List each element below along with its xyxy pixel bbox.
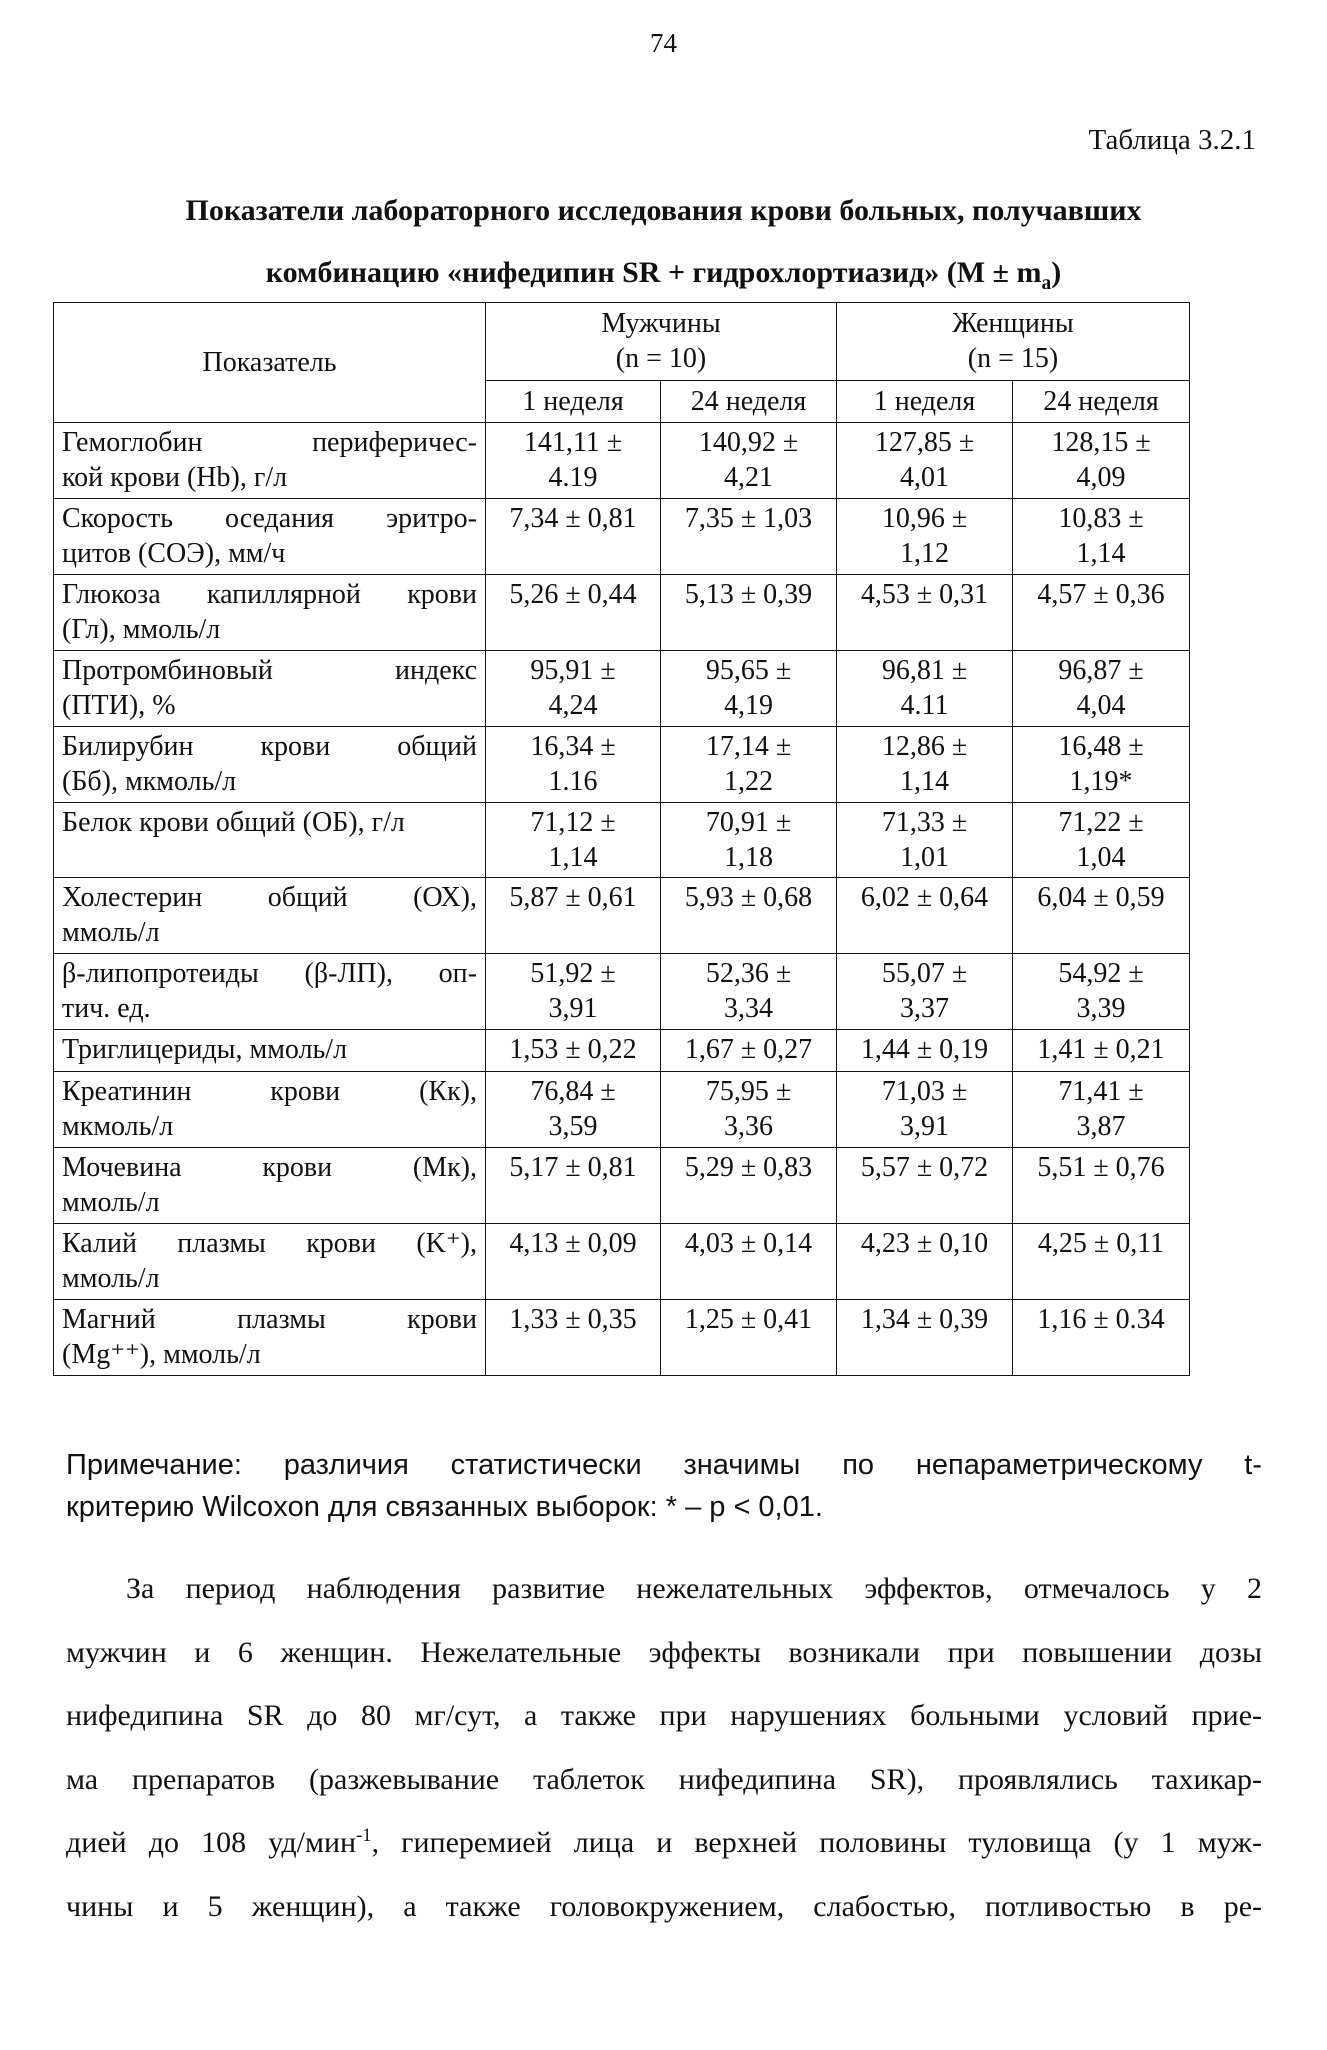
row-value — [837, 954, 1013, 1030]
row-value — [837, 423, 1013, 499]
header-men — [486, 303, 837, 381]
table-row — [54, 1300, 1190, 1376]
table-body — [54, 423, 1190, 1376]
row-value — [1013, 878, 1190, 954]
header-women-label: Женщины — [952, 308, 1074, 339]
table-row — [54, 727, 1190, 803]
row-value — [661, 803, 837, 878]
row-indicator-line-1: Белок крови общий (ОБ), г/л — [62, 807, 405, 838]
table-caption: Таблица 3.2.1 — [1088, 124, 1256, 156]
table-row — [54, 878, 1190, 954]
body-paragraph — [66, 1557, 1262, 1938]
row-value — [486, 575, 661, 651]
value-mean: 95,65 ± — [705, 655, 792, 686]
value-error: 3,91 — [548, 993, 598, 1024]
page-number: 74 — [650, 28, 677, 58]
value-mean: 6,02 ± 0,64 — [860, 882, 989, 913]
row-indicator-line-1: Билирубин крови общий — [62, 731, 477, 762]
value-error: 1,14 — [1076, 538, 1126, 569]
value-mean: 76,84 ± — [530, 1076, 616, 1107]
value-mean: 17,14 ± — [705, 731, 792, 762]
value-mean: 95,91 ± — [530, 655, 616, 686]
value-mean: 141,11 ± — [523, 427, 623, 458]
row-indicator-line-2: (Mg⁺⁺), ммоль/л — [62, 1339, 261, 1370]
row-value — [837, 499, 1013, 575]
row-indicator-line-1: Холестерин общий (ОХ), — [62, 882, 477, 913]
value-mean: 4,53 ± 0,31 — [860, 579, 989, 610]
table-title — [60, 180, 1267, 304]
value-mean: 7,35 ± 1,03 — [684, 503, 813, 534]
row-indicator-line-1: β-липопротеиды (β-ЛП), оп- — [62, 958, 477, 989]
row-value — [1013, 1072, 1190, 1148]
row-value — [1013, 651, 1190, 727]
value-mean: 71,22 ± — [1058, 807, 1144, 838]
table-title-line-2-text: комбинацию «нифедипин SR + гидрохлортиазид» (M ± m — [265, 256, 1042, 289]
value-mean: 1,44 ± 0,19 — [860, 1034, 989, 1065]
value-error: 1,04 — [1076, 842, 1126, 873]
value-mean: 5,13 ± 0,39 — [684, 579, 813, 610]
row-value — [486, 1224, 661, 1300]
value-error: 4,09 — [1076, 462, 1126, 493]
row-indicator-name — [54, 1148, 486, 1224]
paragraph-line-5-a: дией до 108 уд/мин — [66, 1826, 357, 1859]
row-indicator-line-1: Магний плазмы крови — [62, 1304, 477, 1335]
row-value — [837, 878, 1013, 954]
row-indicator-line-2: ммоль/л — [62, 917, 160, 948]
value-mean: 75,95 ± — [705, 1076, 792, 1107]
row-indicator-line-1: Триглицериды, ммоль/л — [62, 1034, 348, 1065]
row-indicator-name — [54, 727, 486, 803]
value-mean: 4,13 ± 0,09 — [509, 1228, 637, 1259]
value-mean: 1,33 ± 0,35 — [509, 1304, 637, 1335]
row-value — [1013, 1300, 1190, 1376]
value-error: 3,39 — [1076, 993, 1126, 1024]
value-mean: 4,03 ± 0,14 — [684, 1228, 813, 1259]
row-value — [486, 1072, 661, 1148]
value-error: 3,34 — [724, 993, 773, 1024]
value-error: 4,21 — [724, 462, 773, 493]
table-title-line-2-end: ) — [1051, 256, 1062, 289]
table-row — [54, 1072, 1190, 1148]
value-mean: 1,16 ± 0.34 — [1037, 1304, 1165, 1335]
row-indicator-line-1: Мочевина крови (Мк), — [62, 1152, 477, 1183]
table-row — [54, 423, 1190, 499]
value-mean: 5,29 ± 0,83 — [684, 1152, 813, 1183]
row-indicator-name — [54, 1072, 486, 1148]
value-mean: 1,34 ± 0,39 — [860, 1304, 989, 1335]
value-mean: 4,23 ± 0,10 — [860, 1228, 989, 1259]
row-value — [837, 651, 1013, 727]
value-error: 4.19 — [548, 462, 598, 493]
table-row — [54, 1224, 1190, 1300]
value-mean: 5,17 ± 0,81 — [509, 1152, 637, 1183]
row-indicator-name — [54, 954, 486, 1030]
row-value — [837, 1148, 1013, 1224]
value-mean: 140,92 ± — [698, 427, 799, 458]
row-value — [661, 954, 837, 1030]
row-value — [661, 575, 837, 651]
value-mean: 71,03 ± — [881, 1076, 968, 1107]
row-indicator-name — [54, 803, 486, 878]
paragraph-line-5-b: , гиперемией лица и верхней половины туловища (у 1 муж- — [371, 1826, 1262, 1859]
note-line-1: Примечание: различия статистически значимы по непараметрическому t- — [66, 1449, 1262, 1481]
row-value — [837, 1072, 1013, 1148]
row-value — [486, 1148, 661, 1224]
value-error: 4,19 — [724, 690, 773, 721]
value-mean: 1,67 ± 0,27 — [684, 1034, 813, 1065]
header-women-n: (n = 15) — [967, 343, 1059, 374]
value-mean: 54,92 ± — [1058, 958, 1144, 989]
value-mean: 16,48 ± — [1058, 731, 1144, 762]
row-indicator-line-1: Глюкоза капиллярной крови — [62, 579, 477, 610]
row-value — [661, 423, 837, 499]
value-mean: 55,07 ± — [881, 958, 968, 989]
row-indicator-line-2: (Гл), ммоль/л — [62, 614, 221, 645]
value-mean: 12,86 ± — [881, 731, 968, 762]
row-indicator-line-2: мкмоль/л — [62, 1111, 174, 1142]
value-error: 1.16 — [548, 766, 598, 797]
value-error: 1,18 — [724, 842, 773, 873]
table-note — [66, 1444, 1262, 1528]
value-mean: 16,34 ± — [530, 731, 616, 762]
value-mean: 5,26 ± 0,44 — [509, 579, 637, 610]
value-mean: 1,41 ± 0,21 — [1037, 1034, 1165, 1065]
value-mean: 5,57 ± 0,72 — [860, 1152, 989, 1183]
table-title-subscript: a — [1041, 273, 1052, 294]
row-value — [661, 727, 837, 803]
value-mean: 10,83 ± — [1058, 503, 1144, 534]
header-men-week1: 1 неделя — [486, 381, 661, 423]
header-women — [837, 303, 1190, 381]
row-value — [486, 954, 661, 1030]
row-indicator-name — [54, 651, 486, 727]
value-error: 3,37 — [900, 993, 949, 1024]
header-women-week24: 24 неделя — [1013, 381, 1190, 423]
value-error: 4,01 — [900, 462, 949, 493]
row-indicator-line-1: Протромбиновый индекс — [62, 655, 477, 686]
value-error: 3,87 — [1076, 1111, 1126, 1142]
value-error: 1,12 — [900, 538, 949, 569]
row-value — [1013, 575, 1190, 651]
row-value — [837, 1300, 1013, 1376]
header-men-n: (n = 10) — [615, 343, 707, 374]
header-men-week24: 24 неделя — [661, 381, 837, 423]
value-mean: 71,33 ± — [881, 807, 968, 838]
row-indicator-line-1: Калий плазмы крови (K⁺), — [62, 1228, 477, 1259]
value-error: 1,01 — [900, 842, 949, 873]
row-indicator-name — [54, 575, 486, 651]
value-mean: 52,36 ± — [705, 958, 792, 989]
value-error: 3,59 — [548, 1111, 598, 1142]
value-mean: 5,87 ± 0,61 — [509, 882, 637, 913]
row-value — [486, 423, 661, 499]
row-value — [486, 651, 661, 727]
row-value — [486, 1300, 661, 1376]
row-value — [486, 499, 661, 575]
paragraph-line-5 — [66, 1811, 1262, 1875]
row-value — [661, 651, 837, 727]
row-indicator-name — [54, 423, 486, 499]
row-indicator-name — [54, 499, 486, 575]
row-value — [661, 1072, 837, 1148]
row-value — [661, 878, 837, 954]
row-indicator-line-2: кой крови (Hb), г/л — [62, 462, 288, 493]
paragraph-line-2: мужчин и 6 женщин. Нежелательные эффекты возникали при повышении дозы — [66, 1635, 1262, 1669]
row-indicator-line-2: ммоль/л — [62, 1187, 160, 1218]
row-indicator-line-1: Гемоглобин периферичес- — [62, 427, 477, 458]
row-indicator-name — [54, 878, 486, 954]
table-row — [54, 954, 1190, 1030]
value-error: 4,24 — [548, 690, 598, 721]
value-mean: 10,96 ± — [881, 503, 968, 534]
table-title-line-2 — [60, 242, 1267, 304]
table-row — [54, 1148, 1190, 1224]
row-indicator-line-2: ммоль/л — [62, 1263, 160, 1294]
row-value — [486, 878, 661, 954]
row-indicator-line-2: тич. ед. — [62, 993, 151, 1024]
row-indicator-line-1: Скорость оседания эритро- — [62, 503, 477, 534]
value-mean: 51,92 ± — [530, 958, 616, 989]
value-mean: 1,25 ± 0,41 — [684, 1304, 813, 1335]
row-value — [486, 727, 661, 803]
row-value — [1013, 1030, 1190, 1072]
row-value — [1013, 954, 1190, 1030]
row-value — [661, 1030, 837, 1072]
table-row — [54, 499, 1190, 575]
row-value — [486, 803, 661, 878]
header-indicator: Показатель — [54, 303, 486, 423]
value-mean: 71,41 ± — [1058, 1076, 1144, 1107]
row-value — [837, 575, 1013, 651]
row-indicator-line-2: цитов (СОЭ), мм/ч — [62, 538, 286, 569]
note-line-2: критерию Wilcoxon для связанных выборок: * – p < 0,01. — [66, 1491, 823, 1523]
row-value — [661, 1148, 837, 1224]
row-value — [661, 1224, 837, 1300]
row-value — [1013, 423, 1190, 499]
data-table — [53, 302, 1190, 1376]
row-indicator-name — [54, 1224, 486, 1300]
value-mean: 7,34 ± 0,81 — [509, 503, 637, 534]
value-mean: 6,04 ± 0,59 — [1037, 882, 1165, 913]
paragraph-line-1: За период наблюдения развитие нежелательных эффектов, отмечалось у 2 — [126, 1572, 1262, 1605]
row-value — [837, 727, 1013, 803]
header-women-week1: 1 неделя — [837, 381, 1013, 423]
value-mean: 1,53 ± 0,22 — [509, 1034, 637, 1065]
paragraph-line-3: нифедипина SR до 80 мг/сут, а также при нарушениях больными условий прие- — [66, 1699, 1262, 1732]
row-value — [837, 1224, 1013, 1300]
row-value — [661, 1300, 837, 1376]
paragraph-line-6: чины и 5 женщин), а также головокружением, слабостью, потливостью в ре- — [66, 1889, 1262, 1923]
row-value — [486, 1030, 661, 1072]
value-error: 4.11 — [900, 690, 949, 721]
row-indicator-name — [54, 1030, 486, 1072]
row-value — [837, 1030, 1013, 1072]
row-value — [837, 803, 1013, 878]
value-mean: 4,25 ± 0,11 — [1037, 1228, 1165, 1259]
value-mean: 127,85 ± — [874, 427, 975, 458]
value-mean: 96,87 ± — [1058, 655, 1144, 686]
value-mean: 5,93 ± 0,68 — [684, 882, 813, 913]
value-error: 3,36 — [724, 1111, 773, 1142]
row-indicator-name — [54, 1300, 486, 1376]
row-value — [1013, 499, 1190, 575]
row-indicator-line-2: (Бб), мкмоль/л — [62, 766, 237, 797]
table-title-line-1: Показатели лабораторного исследования крови больных, получавших — [185, 194, 1142, 227]
table-row — [54, 575, 1190, 651]
row-value — [1013, 1148, 1190, 1224]
value-mean: 96,81 ± — [881, 655, 968, 686]
value-error: 1,22 — [724, 766, 773, 797]
header-men-label: Мужчины — [601, 308, 721, 339]
row-value — [661, 499, 837, 575]
table-row — [54, 1030, 1190, 1072]
paragraph-line-5-sup: -1 — [356, 1825, 372, 1846]
value-mean: 70,91 ± — [705, 807, 792, 838]
value-error: 4,04 — [1076, 690, 1126, 721]
table-row — [54, 803, 1190, 878]
value-error: 1,14 — [900, 766, 949, 797]
value-error: 3,91 — [900, 1111, 949, 1142]
value-error: 1,14 — [548, 842, 598, 873]
value-error: 1,19* — [1069, 766, 1133, 797]
row-value — [1013, 803, 1190, 878]
value-mean: 128,15 ± — [1051, 427, 1151, 458]
row-value — [1013, 1224, 1190, 1300]
row-indicator-line-2: (ПТИ), % — [62, 690, 176, 721]
value-mean: 4,57 ± 0,36 — [1037, 579, 1165, 610]
value-mean: 5,51 ± 0,76 — [1037, 1152, 1165, 1183]
paragraph-line-4: ма препаратов (разжевывание таблеток нифедипина SR), проявлялись тахикар- — [66, 1762, 1262, 1796]
table-row — [54, 651, 1190, 727]
row-indicator-line-1: Креатинин крови (Кк), — [62, 1076, 477, 1107]
row-value — [1013, 727, 1190, 803]
value-mean: 71,12 ± — [530, 807, 616, 838]
